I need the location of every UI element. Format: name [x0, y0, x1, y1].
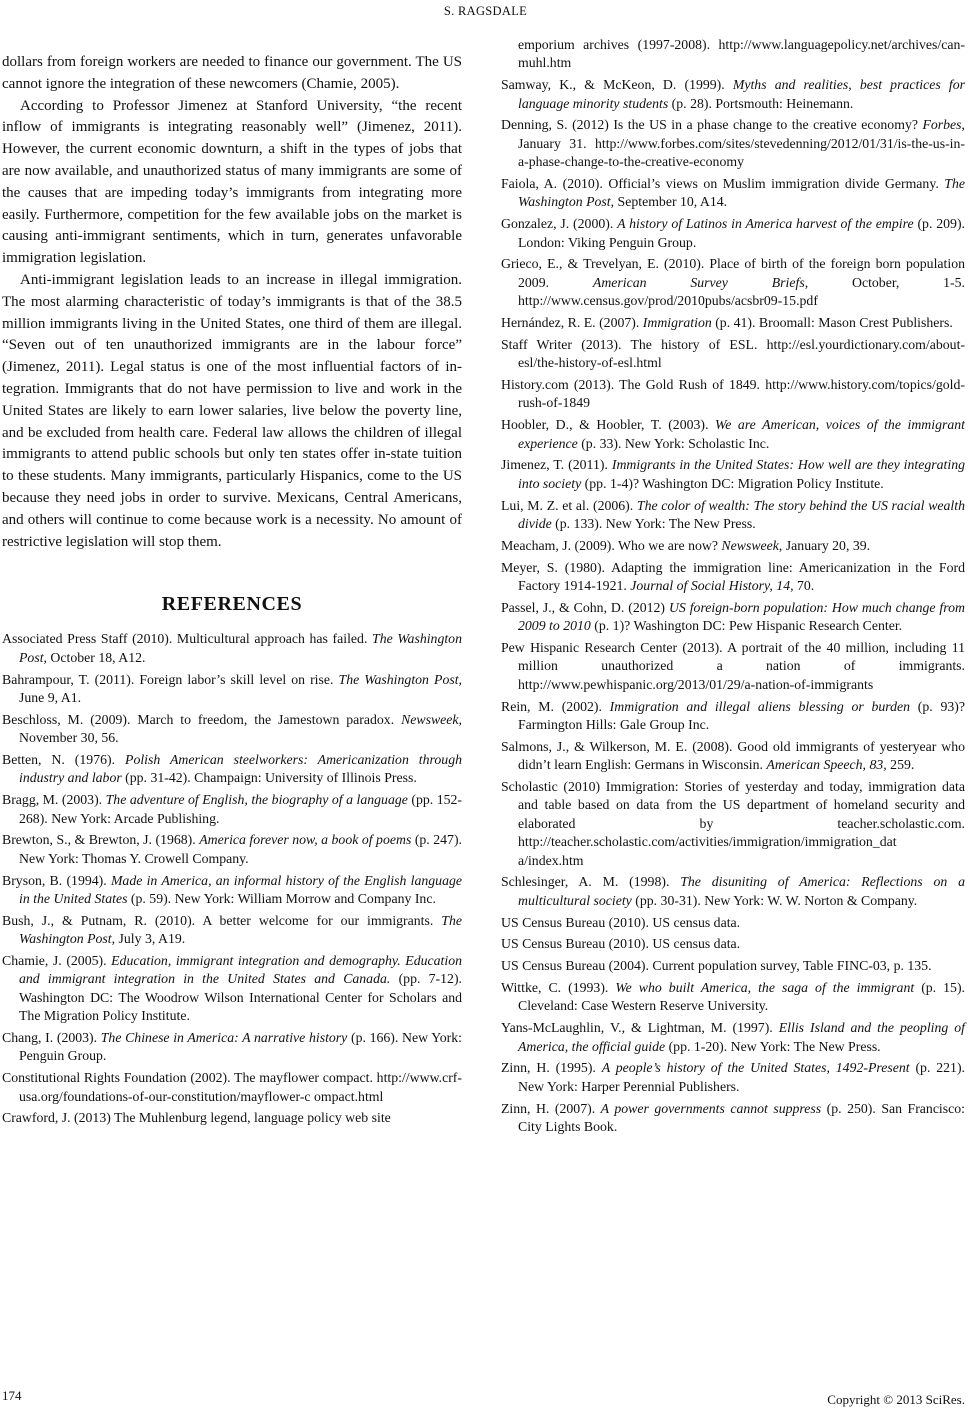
reference-text: (p. 221). New York: Harper Perennial Publishers.: [518, 1060, 965, 1094]
reference-text: Gonzalez, J. (2000).: [501, 216, 618, 232]
reference-entry: [501, 873, 965, 910]
reference-entry: [501, 537, 965, 555]
reference-entry: [2, 912, 462, 949]
reference-text: (pp. 7-12). Washington DC: The Woodrow Wilson International Center for Scholars and The Migration Policy Institute.: [19, 971, 462, 1024]
reference-entry: [2, 751, 462, 788]
reference-text: (p. 59). New York: William Morrow and Company Inc.: [127, 890, 436, 906]
reference-entry: [2, 831, 462, 868]
reference-entry: [501, 559, 965, 596]
copyright-notice: Copyright © 2013 SciRes.: [827, 1392, 965, 1407]
reference-title-italic: US foreign-born population: How much change from 2009 to 2010: [518, 599, 965, 634]
reference-entry: [501, 778, 965, 870]
reference-entry: [2, 671, 462, 708]
reference-title-italic: Newsweek: [721, 537, 779, 553]
reference-entry: [501, 456, 965, 493]
reference-text: Denning, S. (2012) Is the US in a phase change to the creative economy?: [501, 117, 923, 133]
reference-title-italic: America forever now, a book of poems: [199, 832, 412, 848]
reference-entry: [2, 630, 462, 667]
reference-entry: [501, 935, 965, 953]
reference-title-italic: A history of Latinos in America harvest of the empire: [617, 216, 914, 232]
reference-title-italic: American Survey Briefs,: [592, 274, 809, 290]
reference-title-italic: The disuniting of America: Reflections on a multicultural society: [518, 874, 965, 908]
reference-text: (p. 15). Cleveland: Case Western Reserve University.: [518, 980, 965, 1014]
reference-text: 70.: [793, 578, 815, 594]
reference-title-italic: Made in America, an informal history of the English language in the United States: [19, 872, 462, 906]
reference-entry: [501, 1100, 965, 1137]
reference-entry: [501, 979, 965, 1016]
reference-text: (p. 28). Portsmouth: Heinemann.: [668, 95, 854, 111]
reference-text: US Census Bureau (2010). US census data.: [501, 936, 741, 952]
reference-title-italic: The color of wealth: The story behind the US racial wealth divide: [518, 497, 965, 532]
reference-entry: [501, 376, 965, 413]
reference-text: October, 1-5. http://www.census.gov/prod/2010pubs/acsbr09-15.pdf: [518, 274, 966, 309]
reference-text: Beschloss, M. (2009). March to freedom, the Jamestown paradox.: [2, 711, 402, 727]
reference-entry: [501, 738, 965, 775]
reference-text: June 9, A1.: [19, 689, 82, 705]
reference-text: Faiola, A. (2010). Official’s views on Muslim immigration divide Germany.: [501, 176, 945, 192]
reference-text: Brewton, S., & Brewton, J. (1968).: [2, 832, 200, 848]
reference-entry: [2, 1029, 462, 1066]
reference-title-italic: Immigrants in the United States: How well are they integrating into society: [518, 457, 965, 491]
reference-text: Hernández, R. E. (2007).: [501, 315, 643, 331]
reference-text: (pp. 30-31). New York: W. W. Norton & Company.: [631, 892, 918, 908]
reference-text: (p. 41). Broomall: Mason Crest Publishers.: [711, 315, 953, 331]
reference-entry: [2, 1109, 462, 1127]
reference-text: Bahrampour, T. (2011). Foreign labor’s skill level on rise.: [2, 671, 339, 687]
reference-entry: [2, 872, 462, 909]
reference-text: 259.: [886, 757, 915, 773]
reference-text: Rein, M. (2002).: [501, 698, 610, 714]
reference-text: Samway, K., & McKeon, D. (1999).: [501, 77, 733, 93]
reference-title-italic: The Washington Post: [518, 176, 965, 210]
reference-entry: [501, 1019, 965, 1056]
reference-entry: [501, 76, 965, 113]
reference-text: Lui, M. Z. et al. (2006).: [501, 497, 637, 513]
reference-text: (pp. 31-42). Champaign: University of Illinois Press.: [121, 770, 417, 786]
references-heading: REFERENCES: [161, 593, 303, 616]
reference-text: Pew Hispanic Research Center (2013). A portrait of the 40 million, including 11 million unauthorized a nation of immigrants. http://www.pewhispanic.org/2013/01/29/a-nation-of-immigrants: [501, 640, 965, 692]
reference-text: Hoobler, D., & Hoobler, T. (2003).: [501, 417, 716, 433]
reference-text: (p. 93)? Farmington Hills: Gale Group Inc.: [518, 698, 965, 733]
reference-text: (p. 247). New York: Thomas Y. Crowell Company.: [19, 832, 462, 866]
reference-text: , July 3, A19.: [111, 931, 186, 947]
reference-text: Zinn, H. (1995).: [501, 1060, 602, 1076]
reference-text: (p. 133). New York: The New Press.: [551, 516, 756, 532]
body-paragraph: dollars from foreign workers are needed to finance our government. The US cannot ignore the integration of these newcomers (Chamie, 2005).: [2, 54, 462, 92]
reference-entry: [501, 215, 965, 252]
reference-entry: [501, 957, 965, 975]
running-head: S. RAGSDALE: [443, 4, 528, 18]
reference-title-italic: Forbes: [922, 117, 962, 133]
reference-title-italic: The Washington Post,: [19, 631, 462, 665]
reference-entry: [501, 698, 965, 735]
reference-text: , January 31. http://www.forbes.com/sites/stevedenning/2012/01/31/is-the-us-in-a-phase-change-to-the-creative-economy: [518, 117, 965, 170]
reference-text: November 30, 56.: [19, 730, 119, 746]
reference-entry: [501, 116, 965, 171]
reference-title-italic: We are American, voices of the immigrant experience: [518, 417, 965, 451]
reference-text: Zinn, H. (2007).: [501, 1100, 601, 1116]
reference-text: Jimenez, T. (2011).: [501, 457, 612, 473]
reference-text: (pp. 1-20). New York: The New Press.: [665, 1038, 881, 1054]
reference-entry: [501, 36, 965, 73]
reference-entry: [501, 599, 965, 636]
reference-text: Schlesinger, A. M. (1998).: [501, 874, 681, 890]
references-list-left: [2, 630, 462, 1127]
body-paragraph: Anti-immigrant legislation leads to an increase in illegal immigration. The most alarming characteristic of today’s immigrants is that of the 38.5 million immigrants living in the United States, one third of them are illegal. “Seven out of ten unauthorized immigrants are in the labour force” (Jimenez, 2011). Legal status is one of the most influential factors of integration. Immigrants that do not have permission to live and work in the United States are likely to earn lower salaries, live below the poverty line, and be excluded from health care. Federal law allows the children of illegal immigrants to attend public schools but only ten states offer in-state tuition to these students. Many immigrants, particularly Hispanics, come to the US because they need jobs in order to survive. Mexicans, Central Americans, and others will continue to come because work is a necessity. No amount of restrictive legislation will stop them.: [2, 271, 462, 550]
reference-text: Scholastic (2010) Immigration: Stories of yesterday and today, immigration data and table based on data from the US department of homeland security and elaborated by teacher.scholastic.com. http://teacher.scholastic.com/activities/immigration/immigration_dat a/index.htm: [501, 779, 965, 868]
reference-title-italic: Ellis Island and the peopling of America, the official guide: [518, 1020, 965, 1054]
reference-text: Wittke, C. (1993).: [501, 980, 616, 996]
reference-entry: [501, 336, 965, 373]
reference-text: History.com (2013). The Gold Rush of 1849. http://www.history.com/topics/gold-rush-of-1849: [501, 377, 965, 411]
reference-title-italic: American Speech, 83,: [766, 757, 887, 773]
reference-title-italic: A power governments cannot suppress: [600, 1100, 822, 1116]
reference-text: October 18, A12.: [46, 649, 146, 665]
reference-text: Grieco, E., & Trevelyan, E. (2010). Place of birth of the foreign born population 2009.: [501, 256, 965, 290]
reference-text: emporium archives (1997-2008). http://www.languagepolicy.net/archives/can-muhl.htm: [518, 37, 965, 71]
left-column: [2, 52, 462, 1131]
reference-text: (p. 166). New York: Penguin Group.: [19, 1029, 462, 1064]
references-list-right: [501, 36, 965, 1137]
reference-text: (p. 1)? Washington DC: Pew Hispanic Research Center.: [590, 618, 903, 634]
reference-text: Chang, I. (2003).: [2, 1029, 101, 1045]
reference-text: Bush, J., & Putnam, R. (2010). A better welcome for our immigrants.: [2, 912, 442, 928]
reference-title-italic: Immigration and illegal aliens blessing or burden: [609, 698, 911, 714]
reference-title-italic: Education, immigrant integration and demography. Education and immigrant integration in the United States and Canada.: [19, 952, 462, 987]
reference-text: (p. 250). San Francisco: City Lights Book.: [518, 1100, 965, 1135]
reference-entry: [2, 711, 462, 748]
reference-entry: [501, 639, 965, 694]
reference-entry: [501, 914, 965, 932]
reference-title-italic: We who built America, the saga of the immigrant: [615, 980, 915, 996]
body-paragraph: According to Professor Jimenez at Stanford University, “the recent inflow of immigrants is integrating reasonably well” (Jimenez, 2011). However, the current economic downturn, a shift in the types of jobs that are now available, and unauthorized status of many immigrants are some of the causes that are impeding today’s immigrants from integrating more easily. Furthermore, competition for the few available jobs on the market is causing anti-immigrant sentiments, which in turn, generates unfavorable immigration legislation.: [2, 97, 462, 267]
reference-text: , January 20, 39.: [778, 537, 871, 553]
reference-text: Staff Writer (2013). The history of ESL. http://esl.yourdictionary.com/about-esl/the-history-of-esl.html: [501, 336, 965, 371]
reference-entry: [501, 255, 965, 310]
reference-title-italic: Myths and realities, best practices for language minority students: [518, 77, 965, 111]
right-column: [501, 36, 965, 1140]
reference-text: Chamie, J. (2005).: [2, 952, 112, 968]
reference-text: Associated Press Staff (2010). Multicultural approach has failed.: [2, 631, 373, 647]
page-number: 174: [2, 1388, 22, 1403]
reference-entry: [501, 497, 965, 534]
reference-title-italic: Newsweek,: [401, 711, 462, 727]
reference-text: Bragg, M. (2003).: [2, 792, 106, 808]
reference-entry: [501, 1059, 965, 1096]
reference-text: (pp. 152-268). New York: Arcade Publishing.: [19, 792, 463, 826]
reference-text: (p. 209). London: Viking Penguin Group.: [518, 216, 965, 250]
reference-text: (pp. 1-4)? Washington DC: Migration Policy Institute.: [581, 475, 884, 491]
reference-entry: [2, 952, 462, 1026]
reference-text: Meacham, J. (2009). Who we are now?: [501, 537, 722, 553]
reference-title-italic: Polish American steelworkers: Americanization through industry and labor: [19, 751, 462, 786]
reference-text: (p. 33). New York: Scholastic Inc.: [577, 435, 770, 451]
reference-title-italic: The Chinese in America: A narrative history: [100, 1029, 348, 1045]
reference-entry: [501, 416, 965, 453]
reference-text: US Census Bureau (2010). US census data.: [501, 914, 741, 930]
reference-title-italic: Immigration: [642, 315, 712, 331]
reference-text: Bryson, B. (1994).: [2, 872, 111, 888]
reference-text: Passel, J., & Cohn, D. (2012): [501, 599, 669, 615]
reference-text: Yans-McLaughlin, V., & Lightman, M. (1997).: [501, 1020, 779, 1036]
reference-title-italic: The Washington Post: [19, 912, 462, 947]
reference-title-italic: The Washington Post,: [338, 671, 462, 687]
reference-title-italic: Journal of Social History, 14,: [630, 578, 794, 594]
reference-text: Meyer, S. (1980). Adapting the immigration line: Americanization in the Ford Factory 1914-1921.: [501, 559, 965, 594]
reference-entry: [501, 175, 965, 212]
reference-entry: [2, 1069, 462, 1106]
reference-entry: [501, 314, 965, 332]
reference-text: US Census Bureau (2004). Current population survey, Table FINC-03, p. 135.: [501, 958, 932, 974]
reference-entry: [2, 791, 462, 828]
reference-title-italic: The adventure of English, the biography of a language: [105, 792, 408, 808]
reference-text: Betten, N. (1976).: [2, 751, 126, 767]
reference-text: , September 10, A14.: [610, 194, 728, 210]
reference-text: Salmons, J., & Wilkerson, M. E. (2008). Good old immigrants of yesteryear who didn’t learn English: Germans in Wisconsin.: [501, 738, 965, 773]
reference-text: Crawford, J. (2013) The Muhlenburg legend, language policy web site: [2, 1110, 391, 1126]
reference-title-italic: A people’s history of the United States, 1492-Present: [601, 1060, 910, 1076]
reference-text: Constitutional Rights Foundation (2002). The mayflower compact. http://www.crf-usa.org/foundations-of-our-constitution/mayflower-c ompact.html: [2, 1070, 462, 1104]
